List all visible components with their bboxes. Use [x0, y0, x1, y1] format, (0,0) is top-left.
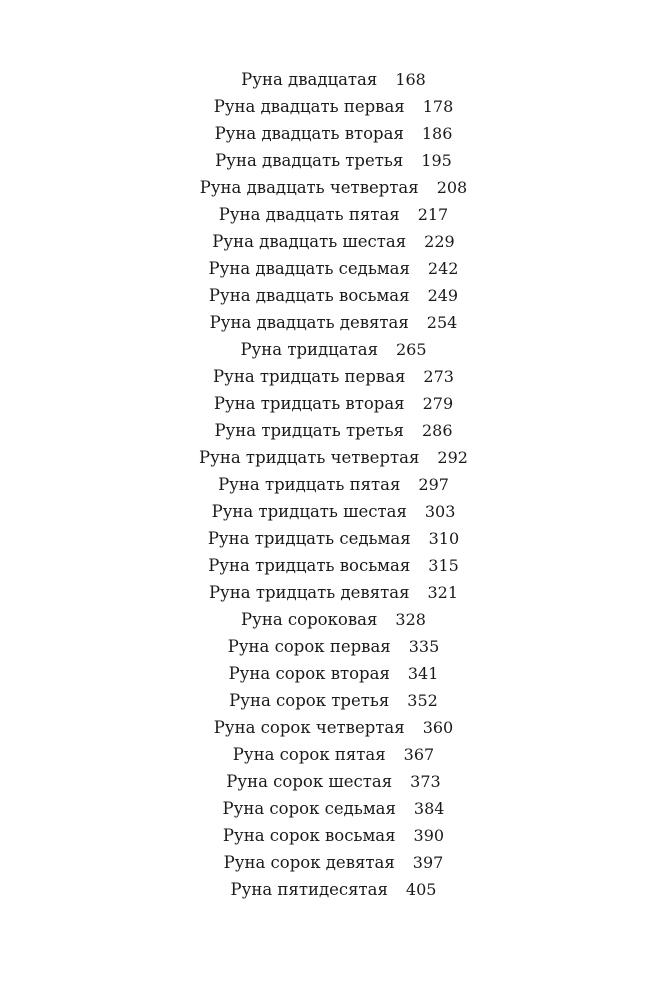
toc-entry-title: Руна сорок девятая — [223, 853, 395, 872]
toc-entry-title: Руна тридцатая — [240, 340, 378, 359]
toc-entry-page-number: 292 — [437, 448, 468, 467]
toc-entry[interactable] — [226, 768, 440, 795]
toc-entry-page-number: 229 — [424, 232, 455, 251]
toc-entry-title: Руна сорок первая — [227, 637, 391, 656]
toc-entry-page-number: 397 — [412, 853, 444, 872]
toc-entry[interactable] — [209, 579, 458, 606]
toc-entry-title: Руна тридцать третья — [214, 421, 404, 440]
toc-entry-page-number: 303 — [424, 502, 456, 521]
toc-entry-page-number: 405 — [405, 880, 437, 899]
toc-entry-page-number: 352 — [407, 691, 438, 710]
toc-entry-title: Руна сороковая — [241, 610, 378, 629]
toc-entry-title: Руна сорок четвертая — [213, 718, 405, 737]
toc-entry-title: Руна двадцать седьмая — [208, 259, 410, 278]
toc-entry-page-number: 195 — [421, 151, 452, 170]
toc-entry-page-number: 297 — [418, 475, 449, 494]
toc-entry-page-number: 310 — [428, 529, 460, 548]
toc-entry-title: Руна двадцать четвертая — [199, 178, 419, 197]
toc-entry[interactable] — [215, 120, 453, 147]
toc-entry-title: Руна двадцать вторая — [214, 124, 404, 143]
toc-entry[interactable] — [241, 66, 426, 93]
toc-entry-page-number: 178 — [422, 97, 454, 116]
toc-entry-title: Руна двадцать третья — [215, 151, 404, 170]
toc-entry-title: Руна тридцать первая — [213, 367, 406, 386]
toc-entry-title: Руна сорок пятая — [232, 745, 386, 764]
toc-entry[interactable] — [215, 147, 452, 174]
toc-entry[interactable] — [214, 93, 454, 120]
toc-entry-page-number: 390 — [413, 826, 445, 845]
toc-entry-title: Руна тридцать шестая — [211, 502, 407, 521]
toc-entry-title: Руна тридцать вторая — [213, 394, 405, 413]
toc-entry-title: Руна сорок седьмая — [222, 799, 396, 818]
toc-entry-page-number: 273 — [423, 367, 454, 386]
toc-entry[interactable] — [209, 255, 459, 282]
toc-entry[interactable] — [241, 606, 426, 633]
toc-entry[interactable] — [208, 552, 459, 579]
toc-entry-title: Руна тридцать четвертая — [199, 448, 420, 467]
toc-entry[interactable] — [214, 714, 453, 741]
toc-entry-title: Руна двадцать первая — [213, 97, 405, 116]
toc-entry-page-number: 279 — [422, 394, 454, 413]
table-of-contents — [0, 66, 667, 903]
toc-entry[interactable] — [213, 363, 454, 390]
toc-entry-title: Руна тридцать седьмая — [207, 529, 411, 548]
toc-entry-page-number: 315 — [428, 556, 459, 575]
toc-entry-title: Руна сорок вторая — [228, 664, 390, 683]
toc-entry-page-number: 335 — [408, 637, 440, 656]
toc-entry[interactable] — [228, 633, 440, 660]
toc-entry-page-number: 217 — [417, 205, 449, 224]
toc-entry-title: Руна сорок третья — [229, 691, 390, 710]
toc-entry-page-number: 367 — [403, 745, 435, 764]
toc-entry-title: Руна тридцать восьмая — [208, 556, 411, 575]
toc-entry-title: Руна двадцать восьмая — [208, 286, 410, 305]
toc-entry[interactable] — [210, 309, 458, 336]
toc-entry-page-number: 168 — [395, 70, 426, 89]
toc-entry-page-number: 321 — [427, 583, 459, 602]
toc-entry[interactable] — [212, 228, 454, 255]
toc-entry[interactable] — [218, 471, 449, 498]
toc-entry-page-number: 360 — [422, 718, 454, 737]
toc-entry-title: Руна пятидесятая — [230, 880, 388, 899]
toc-entry[interactable] — [214, 390, 453, 417]
toc-entry[interactable] — [223, 822, 444, 849]
toc-entry-page-number: 208 — [436, 178, 468, 197]
toc-entry[interactable] — [199, 444, 468, 471]
toc-entry[interactable] — [233, 741, 434, 768]
toc-entry[interactable] — [212, 498, 456, 525]
toc-entry-page-number: 242 — [427, 259, 459, 278]
toc-entry-page-number: 265 — [396, 340, 427, 359]
toc-entry-page-number: 254 — [426, 313, 458, 332]
toc-entry-title: Руна двадцать пятая — [218, 205, 400, 224]
toc-entry-title: Руна двадцать девятая — [209, 313, 409, 332]
toc-entry-page-number: 373 — [410, 772, 441, 791]
toc-entry[interactable] — [214, 417, 452, 444]
toc-entry[interactable] — [208, 525, 459, 552]
toc-entry[interactable] — [200, 174, 467, 201]
toc-entry[interactable] — [229, 660, 439, 687]
toc-entry-title: Руна тридцать пятая — [218, 475, 401, 494]
toc-entry[interactable] — [240, 336, 426, 363]
toc-entry-page-number: 249 — [427, 286, 459, 305]
toc-entry[interactable] — [209, 282, 458, 309]
toc-entry-title: Руна двадцать шестая — [212, 232, 407, 251]
toc-entry-title: Руна двадцатая — [241, 70, 378, 89]
toc-entry-page-number: 186 — [421, 124, 453, 143]
toc-entry[interactable] — [224, 849, 444, 876]
toc-entry[interactable] — [229, 687, 438, 714]
toc-entry-page-number: 328 — [395, 610, 426, 629]
toc-entry-page-number: 341 — [407, 664, 439, 683]
toc-entry-title: Руна сорок шестая — [226, 772, 393, 791]
toc-entry-title: Руна сорок восьмая — [222, 826, 396, 845]
toc-entry-title: Руна тридцать девятая — [208, 583, 410, 602]
toc-entry-page-number: 286 — [421, 421, 453, 440]
toc-entry[interactable] — [223, 795, 445, 822]
toc-entry[interactable] — [219, 201, 448, 228]
toc-entry-page-number: 384 — [413, 799, 445, 818]
toc-entry[interactable] — [231, 876, 437, 903]
